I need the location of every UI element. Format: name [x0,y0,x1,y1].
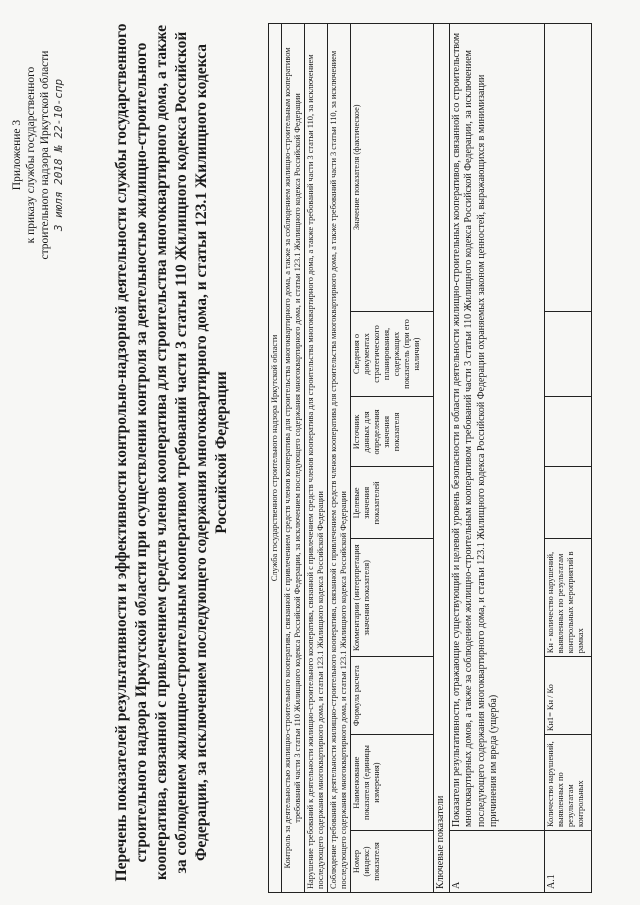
appendix-number: Приложение 3 [11,119,23,191]
table-row [544,24,591,893]
row-actual [544,24,591,312]
document-title: Перечень показателей результативности и эффективности контрольно-надзорной деятельности службы государственного строительного надзора Иркутской области при осуществлении контроля за деятельностью жилищно-строительного кооператива, связанной с привлечением средств членов кооператива для строительства многоквартирного дома, а также за соблюдением жилищно-строительным кооперативом требований части 3 статьи 110 Жилищного кодекса Российской Федерации, за исключением последующего содержания многоквартирного дома, и статьи 123.1 Жилищного кодекса Российской Федерации [113,23,230,882]
section-key-indicators: Ключевые показатели [434,24,450,893]
agency-row: Служба государственного строительного надзора Иркутской области [269,24,282,893]
row-strategic-docs [544,311,591,397]
compliance-row: Соблюдение требований к деятельности жилищно-строительного кооператива, связанной с привлечением средств членов кооператива для строительства многоквартирного дома, а также требований части 3 статьи 110, за исключением последующего содержания многоквартирного дома, и статьи 123.1 Жилищного кодекса Российской Федерации [328,24,351,893]
row-index: А [449,831,544,893]
row-indicator-name: Количество нарушений, выявленных по результатам контрольных [544,735,591,831]
column-header: Номер (индекс) показателя [351,831,434,893]
row-comment: Кн - количество нарушений, выявленных по результатам контрольных мероприятий в рамках [544,539,591,657]
row-source [544,397,591,467]
column-header: Комментарии (интерпретация значения показателя) [351,539,434,657]
control-type-row: Контроль за деятельностью жилищно-строительного кооператива, связанной с привлечением средств членов кооператива для строительства многоквартирного дома, а также за соблюдением жилищно-строительным кооперативом требований части 3 статьи 110 Жилищного кодекса Российской Федерации, за исключением последующего содержания многоквартирного дома, и статьи 123.1 Жилищного кодекса Российской Федерации [282,24,305,893]
appendix-header [10,40,66,270]
row-index: А.1 [544,831,591,893]
handwritten-date-number: 3 июля 2018 № 22-10-спр [52,78,65,232]
appendix-agency: строительного надзора Иркутской области [39,50,51,260]
table-row [449,24,544,893]
row-text: Показатели результативности, отражающие существующий и целевой уровень безопасности в области деятельности жилищно-строительных кооперативов, связанной со строительством многоквартирных домов, а также за соблюдением жилищно-строительным кооперативом требований части 3 статьи 110 Жилищного кодекса Российской Федерации, за исключением последующего содержания многоквартирного дома, и статьи 123.1 Жилищного кодекса Российской Федерации охраняемых законом ценностей, выражающихся в минимизации причинения им вреда (ущерба) [449,24,544,831]
column-header: Сведения о документах стратегического планирования, содержащих показатель (при его наличии) [351,311,434,397]
column-header: Целевые значения показателей [351,467,434,539]
column-header: Значение показателя (фактическое) [351,24,434,312]
violation-row: Нарушение требований к деятельности жилищно-строительного кооператива, связанной с привлечением средств членов кооператива для строительства многоквартирного дома, а также требований части 3 статьи 110, за исключением последующего содержания многоквартирного дома, и статьи 123.1 Жилищного кодекса Российской Федерации [305,24,328,893]
indicators-table [268,23,592,893]
column-header: Формула расчета [351,657,434,735]
column-header: Наименование показателя (единицы измерения) [351,735,434,831]
row-formula: Кн1= Кн / Ко [544,657,591,735]
appendix-order: к приказу службы государственного [25,66,37,244]
row-target [544,467,591,539]
column-header: Источник данных для определения значения показателя [351,397,434,467]
column-header-row [351,24,434,893]
